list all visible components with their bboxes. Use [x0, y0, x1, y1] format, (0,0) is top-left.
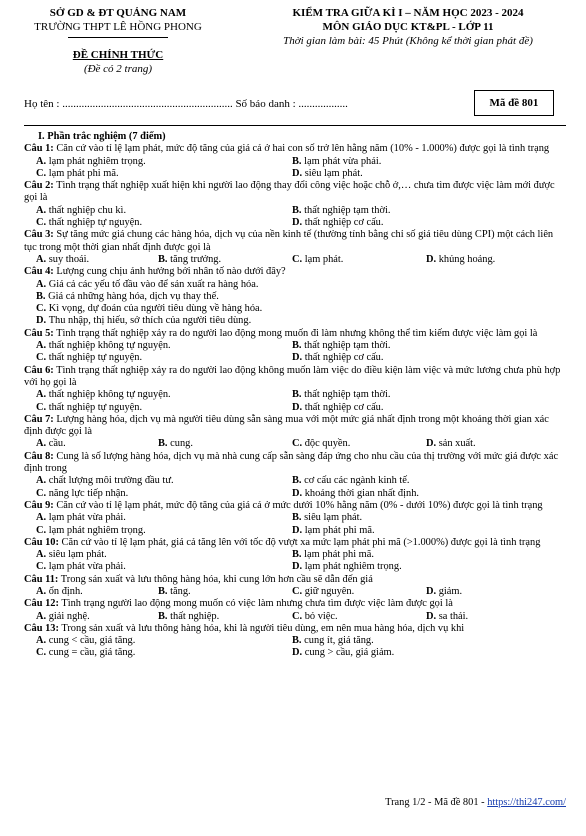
option-text: thất nghiệp tạm thời.: [304, 389, 391, 401]
answer-option-d[interactable]: [292, 217, 383, 229]
department-name: SỞ GD & ĐT QUẢNG NAM: [49, 7, 187, 19]
question-text: Lượng cung chịu ảnh hưởng bởi nhân tố nào dưới đây?: [56, 266, 286, 278]
question-item: [24, 537, 562, 574]
option-text: tăng trưởng.: [170, 253, 222, 265]
answer-option-b[interactable]: [36, 291, 219, 303]
question-item: [24, 328, 562, 365]
answer-option-b[interactable]: [292, 512, 362, 524]
question-item: [24, 180, 562, 229]
option-text: cung.: [170, 438, 193, 450]
question-stem: [24, 623, 562, 635]
option-text: lạm phát nghiêm trọng.: [48, 155, 146, 167]
option-letter: C.: [292, 610, 305, 622]
option-text: thất nghiệp cơ cấu.: [304, 352, 384, 364]
answer-option-d[interactable]: [426, 254, 495, 266]
question-text: Trong sản xuất và lưu thông hàng hóa, khi cung lớn hơn cầu sẽ dẫn đến giá: [60, 573, 373, 585]
question-text: Sự tăng mức giá chung các hàng hóa, dịch vụ của nền kinh tế (thường tính bằng chỉ số giá tiêu dùng CPI) một cách liên tục trong một thời gian nhất định được gọi là: [24, 229, 554, 253]
exam-time: Thời gian làm bài: 45 Phút (Không kể thời gian phát đề): [283, 35, 533, 47]
option-letter: D.: [292, 401, 305, 413]
answer-option-b[interactable]: [158, 611, 219, 623]
option-letter: C.: [36, 487, 49, 499]
question-label: Câu 6:: [24, 364, 54, 376]
question-stem: [24, 414, 562, 439]
answer-option-c[interactable]: [292, 611, 338, 623]
exam-subject: MÔN GIÁO DỤC KT&PL - LỚP 11: [322, 21, 494, 33]
header-left: [18, 6, 218, 76]
option-text: lạm phát phi mã.: [304, 549, 374, 561]
option-text: Giá cả những hàng hóa, dịch vụ thay thế.: [48, 290, 219, 302]
option-text: cung ít, giá tăng.: [304, 635, 374, 647]
answer-option-a[interactable]: [36, 475, 174, 487]
option-text: Kì vọng, dự đoán của người tiêu dùng về hàng hóa.: [48, 303, 263, 315]
question-label: Câu 4:: [24, 266, 54, 278]
question-text: Lượng hàng hóa, dịch vụ mà người tiêu dùng sẵn sàng mua với một mức giá nhất định trong một khoảng thời gian xác định được gọi là: [24, 413, 549, 438]
option-letter: B.: [158, 438, 171, 450]
option-letter: C.: [36, 524, 49, 536]
option-text: thất nghiệp không tự nguyện.: [48, 340, 171, 352]
question-item: [24, 365, 562, 414]
option-text: lạm phát phi mã.: [304, 524, 375, 536]
option-text: siêu lạm phát.: [48, 549, 107, 561]
option-text: giải nghệ.: [48, 610, 90, 622]
answer-option-b[interactable]: [292, 156, 381, 168]
answer-option-c[interactable]: [36, 402, 142, 414]
option-letter: B.: [292, 204, 305, 216]
answer-option-d[interactable]: [292, 352, 383, 364]
question-label: Câu 8:: [24, 450, 54, 462]
answer-option-c[interactable]: [292, 438, 350, 450]
option-text: bỏ việc.: [304, 610, 338, 622]
option-text: khoảng thời gian nhất định.: [304, 487, 419, 499]
option-letter: B.: [292, 512, 305, 524]
option-letter: D.: [426, 610, 439, 622]
question-item: [24, 623, 562, 660]
option-letter: B.: [158, 253, 171, 265]
question-text: Tình trạng thất nghiệp xuất hiện khi người lao động thay đổi công việc hoặc chỗ ở,… chưa tìm được việc làm mới được gọi là: [24, 180, 555, 204]
question-stem: [24, 574, 562, 586]
question-stem: [24, 451, 562, 476]
option-text: cung = cầu, giá tăng.: [48, 647, 136, 659]
question-label: Câu 3:: [24, 229, 54, 241]
option-letter: D.: [292, 487, 305, 499]
option-letter: A.: [36, 438, 49, 450]
answer-option-c[interactable]: [36, 488, 128, 500]
option-text: tăng.: [170, 585, 191, 597]
answer-option-c[interactable]: [36, 303, 262, 315]
question-stem: [24, 365, 562, 390]
option-letter: A.: [36, 253, 49, 265]
answer-option-d[interactable]: [292, 402, 383, 414]
question-list: [24, 143, 562, 659]
option-letter: B.: [292, 389, 305, 401]
option-text: cung < cầu, giá tăng.: [48, 635, 136, 647]
option-text: giảm.: [438, 585, 463, 597]
question-label: Câu 9:: [24, 499, 54, 511]
question-item: [24, 574, 562, 599]
option-letter: B.: [36, 290, 49, 302]
option-text: lạm phát vừa phải.: [304, 155, 382, 167]
question-item: [24, 500, 562, 537]
answer-option-c[interactable]: [292, 254, 343, 266]
question-stem: [24, 500, 562, 512]
answer-option-c[interactable]: [36, 647, 135, 659]
question-stem: [24, 328, 562, 340]
question-label: Câu 13:: [24, 622, 59, 634]
answer-option-c[interactable]: [36, 168, 119, 180]
header-rule: [68, 37, 168, 38]
question-text: Căn cứ vào tỉ lệ lạm phát, mức độ tăng của giá cả ở hai con số trở lên hằng năm (10% - 1.000%) được gọi là tình trạng: [56, 143, 550, 155]
answer-option-c[interactable]: [36, 525, 146, 537]
option-letter: C.: [36, 352, 49, 364]
option-text: cơ cấu các ngành kinh tế.: [304, 475, 410, 487]
option-text: thất nghiệp.: [170, 610, 220, 622]
answer-option-a[interactable]: [36, 549, 107, 561]
option-letter: A.: [36, 278, 49, 290]
option-text: sa thải.: [438, 610, 469, 622]
question-label: Câu 11:: [24, 573, 59, 585]
section-title: I. Phần trắc nghiệm (7 điểm): [38, 131, 166, 142]
option-letter: A.: [36, 610, 49, 622]
question-item: [24, 266, 562, 327]
question-label: Câu 12:: [24, 598, 59, 610]
option-letter: D.: [292, 524, 305, 536]
option-text: thất nghiệp tạm thời.: [304, 204, 391, 216]
option-letter: D.: [426, 585, 439, 597]
answer-option-d[interactable]: [292, 647, 394, 659]
question-label: Câu 2:: [24, 180, 54, 192]
option-text: thất nghiệp không tự nguyện.: [48, 389, 171, 401]
option-text: khủng hoảng.: [438, 253, 496, 265]
option-letter: A.: [36, 475, 49, 487]
question-label: Câu 7:: [24, 413, 54, 425]
answer-option-c[interactable]: [36, 217, 142, 229]
option-text: thất nghiệp chu kì.: [48, 204, 127, 216]
answer-option-a[interactable]: [36, 611, 90, 623]
option-letter: B.: [292, 549, 305, 561]
answer-option-a[interactable]: [36, 438, 66, 450]
option-letter: C.: [292, 438, 305, 450]
option-letter: B.: [292, 475, 305, 487]
option-letter: B.: [292, 635, 305, 647]
option-letter: D.: [292, 217, 305, 229]
option-letter: A.: [36, 512, 49, 524]
option-letter: D.: [292, 352, 305, 364]
option-text: suy thoái.: [48, 253, 90, 265]
exam-body: [24, 131, 562, 660]
question-stem: [24, 598, 562, 610]
option-letter: A.: [36, 389, 49, 401]
answer-option-d[interactable]: [292, 488, 419, 500]
option-text: thất nghiệp tự nguyện.: [48, 401, 143, 413]
answer-option-d[interactable]: [292, 561, 402, 573]
option-letter: C.: [36, 303, 49, 315]
exam-code-box: Mã đề 801: [474, 90, 554, 116]
candidate-info-line: Họ tên : .............................................................. Số báo danh : ..................: [24, 98, 348, 110]
answer-option-b[interactable]: [158, 438, 193, 450]
answer-option-b[interactable]: [292, 389, 390, 401]
question-text: Tình trạng thất nghiệp xảy ra do người lao động mong muốn đi làm nhưng không thể tìm kiếm được việc làm gọi là: [56, 327, 538, 339]
option-text: Giá cả các yếu tố đầu vào để sản xuất ra hàng hóa.: [48, 278, 259, 290]
option-text: thất nghiệp tự nguyện.: [48, 217, 143, 229]
answer-option-a[interactable]: [36, 512, 126, 524]
option-text: cầu.: [48, 438, 66, 450]
question-text: Căn cứ vào tỉ lệ lạm phát, mức độ tăng của giá cả ở mức dưới 10% hằng năm (0% - dưới 10%) được gọi là tình trạng: [56, 499, 543, 511]
option-text: cung > cầu, giá giảm.: [304, 647, 395, 659]
option-letter: C.: [36, 217, 49, 229]
question-stem: [24, 180, 562, 205]
question-item: [24, 598, 562, 623]
answer-option-b[interactable]: [292, 340, 390, 352]
option-text: năng lực tiếp nhận.: [48, 487, 129, 499]
question-label: Câu 1:: [24, 143, 54, 155]
answer-option-b[interactable]: [158, 586, 191, 598]
page-count-note: (Đề có 2 trang): [83, 63, 153, 75]
footer-text: Trang 1/2 - Mã đề 801 -: [385, 797, 488, 808]
question-item: [24, 451, 562, 500]
answer-option-c[interactable]: [36, 352, 142, 364]
option-text: lạm phát vừa phải.: [48, 512, 126, 524]
option-text: chất lượng môi trường đầu tư.: [48, 475, 174, 487]
question-item: [24, 229, 562, 266]
option-letter: B.: [158, 610, 171, 622]
option-text: lạm phát nghiêm trọng.: [304, 561, 402, 573]
question-label: Câu 5:: [24, 327, 54, 339]
header-separator: [24, 125, 566, 126]
option-letter: C.: [292, 253, 305, 265]
question-label: Câu 10:: [24, 536, 59, 548]
question-item: [24, 414, 562, 451]
answer-option-a[interactable]: [36, 254, 89, 266]
option-letter: A.: [36, 549, 49, 561]
option-text: ổn định.: [48, 585, 83, 597]
answer-option-d[interactable]: [292, 525, 375, 537]
option-text: lạm phát phi mã.: [48, 167, 119, 179]
option-text: độc quyền.: [304, 438, 351, 450]
question-stem: [24, 143, 562, 155]
answer-option-a[interactable]: [36, 279, 258, 291]
question-text: Cung là số lượng hàng hóa, dịch vụ mà nhà cung cấp sẵn sàng đáp ứng cho nhu cầu của thị trường với mức giá được xác định trong: [24, 450, 559, 475]
answer-option-b[interactable]: [292, 549, 374, 561]
answer-option-a[interactable]: [36, 635, 135, 647]
option-text: thất nghiệp tạm thời.: [304, 340, 391, 352]
option-letter: D.: [426, 438, 439, 450]
answer-option-d[interactable]: [292, 168, 363, 180]
option-letter: A.: [36, 585, 49, 597]
question-text: Căn cứ vào tỉ lệ lạm phát, giá cả tăng lên với tốc độ vượt xa mức lạm phát phi mã (>1.000%) được gọi là tình trạng: [61, 536, 541, 548]
question-stem: [24, 229, 562, 254]
answer-option-d[interactable]: [36, 315, 251, 327]
option-text: lạm phát vừa phải.: [48, 561, 126, 573]
question-stem: [24, 537, 562, 549]
answer-option-a[interactable]: [36, 389, 171, 401]
option-letter: B.: [292, 155, 305, 167]
option-text: lạm phát.: [304, 253, 344, 265]
option-letter: C.: [36, 647, 49, 659]
option-letter: A.: [36, 155, 49, 167]
option-text: sản xuất.: [438, 438, 476, 450]
answer-option-d[interactable]: [426, 586, 462, 598]
answer-option-b[interactable]: [292, 475, 409, 487]
official-label: ĐỀ CHÍNH THỨC: [72, 49, 164, 61]
question-stem: [24, 266, 562, 278]
answer-option-a[interactable]: [36, 586, 83, 598]
answer-option-b[interactable]: [292, 635, 374, 647]
option-letter: D.: [292, 647, 305, 659]
question-text: Tình trạng thất nghiệp xảy ra do người lao động không muốn làm việc do điều kiện làm việc và mức lương chưa phù hợp với họ gọi là: [24, 364, 561, 388]
header-right: [238, 6, 578, 48]
school-name: TRƯỜNG THPT LÊ HỒNG PHONG: [34, 21, 202, 33]
option-text: thất nghiệp cơ cấu.: [304, 401, 384, 413]
option-text: siêu lạm phát.: [304, 167, 363, 179]
option-text: siêu lạm phát.: [304, 512, 363, 524]
answer-option-b[interactable]: [292, 205, 390, 217]
option-letter: B.: [158, 585, 171, 597]
option-letter: A.: [36, 635, 49, 647]
answer-option-d[interactable]: [426, 438, 476, 450]
option-letter: D.: [426, 253, 439, 265]
answer-option-a[interactable]: [36, 156, 146, 168]
option-letter: C.: [292, 585, 305, 597]
option-text: Thu nhập, thị hiếu, sở thích của người tiêu dùng.: [48, 315, 252, 327]
question-item: [24, 143, 562, 180]
option-text: thất nghiệp tự nguyện.: [48, 352, 143, 364]
option-text: thất nghiệp cơ cấu.: [304, 217, 384, 229]
option-letter: D.: [36, 315, 49, 327]
option-letter: B.: [292, 340, 305, 352]
answer-option-d[interactable]: [426, 611, 468, 623]
option-text: lạm phát nghiêm trọng.: [48, 524, 146, 536]
answer-option-a[interactable]: [36, 205, 126, 217]
option-letter: C.: [36, 167, 49, 179]
answer-option-c[interactable]: [36, 561, 126, 573]
option-letter: C.: [36, 561, 49, 573]
option-letter: C.: [36, 401, 49, 413]
footer-link[interactable]: https://thi247.com/: [487, 797, 566, 808]
option-letter: A.: [36, 204, 49, 216]
answer-option-c[interactable]: [292, 586, 354, 598]
page-footer: [385, 797, 566, 808]
option-letter: D.: [292, 561, 305, 573]
option-letter: A.: [36, 340, 49, 352]
question-text: Tình trạng người lao động mong muốn có việc làm nhưng chưa tìm được việc làm được gọi là: [61, 598, 453, 610]
exam-title: KIỂM TRA GIỮA KÌ I – NĂM HỌC 2023 - 2024: [292, 7, 524, 19]
answer-option-a[interactable]: [36, 340, 171, 352]
option-letter: D.: [292, 167, 305, 179]
question-text: Trong sản xuất và lưu thông hàng hóa, khi là người tiêu dùng, em nên mua hàng hóa, dịch vụ khi: [61, 622, 465, 634]
option-text: giữ nguyên.: [304, 585, 355, 597]
answer-option-b[interactable]: [158, 254, 221, 266]
